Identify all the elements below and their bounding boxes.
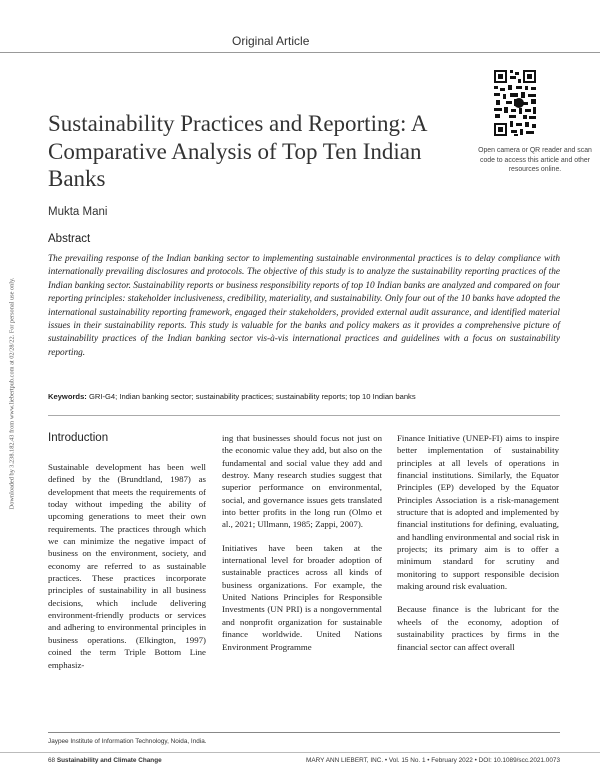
keywords-divider (48, 415, 560, 416)
page-footer-divider (0, 752, 600, 753)
body-paragraph: Finance Initiative (UNEP-FI) aims to inspire better implementation of sustainability principles at all levels of operations in financial institutions. Similarly, the Equator Principles (EP) developed by the Equator Principles Association is a risk-management structure that is adopted and implemented by financial institutions for defining, evaluating, and handling environmental and social risk in projects; its primary aim is to offer a minimum standard for scrutiny and monitoring to support responsible decision making around risk evaluation. (397, 433, 559, 592)
introduction-heading: Introduction (48, 432, 109, 444)
body-column-1 (48, 461, 206, 671)
keywords-line (48, 392, 568, 401)
page-number: 68 (48, 757, 56, 764)
article-title: Sustainability Practices and Reporting: A Comparative Analysis of Top Ten Indian Banks (48, 111, 427, 191)
header-divider (0, 52, 600, 53)
body-paragraph: Initiatives have been taken at the international level for broader adoption of sustainable practices across all kinds of business organizations. For example, the United Nations Principles for Responsible Investments (UN PRI) is a nongovernmental and nonprofit organization for sustainable finance worldwide. United Nations Environment Programme (222, 542, 382, 652)
qr-code-icon[interactable] (492, 68, 538, 138)
body-column-2 (222, 432, 382, 653)
citation-info: MARY ANN LIEBERT, INC. • Vol. 15 No. 1 • February 2022 • DOI: 10.1089/scc.2021.0073 (306, 757, 560, 764)
keywords-label: Keywords: (48, 392, 87, 401)
abstract-body: The prevailing response of the Indian banking sector to implementing sustainable environmental practices is to delay compliance with internationally prevailing disclosures and protocols. The objective of this study is to analyze the sustainability reporting practices of the Indian banking sector. Sustainability reports or business responsibility reports of top 10 Indian banks are analyzed and compared on four reporting principles: stakeholder inclusiveness, credibility, materiality, and sustainability. Only four out of the 10 banks have adopted the international sustainability reporting framework, engaged their stakeholders, provided external audit assurance, and identified material issues in their sustainability reports. This study is valuable for the banks and policy makers as it provides a comprehensive picture of sustainability practices of the Indian banking sector vis-à-vis international practices and guidelines with a focus on sustainability reporting. (48, 254, 560, 358)
body-paragraph: Sustainable development has been well defined by the (Brundtland, 1987) as development that meets the requirements of today without impeding the ability of upcoming generations to meet their own requirements. The practices through which we can minimize the negative impact of business on the environment, society, and economy are referred to as sustainable practices. These practices incorporate principles of sustainability in all business decisions, which include delivering environment-friendly products or services and adhering to environmental principles in business operations. (Elkington, 1997) coined the term Triple Bottom Line emphasiz- (48, 462, 206, 670)
body-paragraph: Because finance is the lubricant for the wheels of the economy, adoption of sustainability practices by firms in the financial sector can affect overall (397, 604, 559, 652)
article-type-label: Original Article (232, 34, 310, 48)
qr-caption: Open camera or QR reader and scan code to access this article and other resources online. (478, 147, 592, 173)
author-affiliation: Jaypee Institute of Information Technology, Noida, India. (48, 738, 207, 745)
body-column-3 (397, 432, 559, 653)
journal-name: Sustainability and Climate Change (56, 757, 162, 764)
author-name: Mukta Mani (48, 206, 108, 218)
page-footer-left (48, 757, 162, 764)
footer-divider (48, 732, 560, 733)
keywords-text: GRI-G4; Indian banking sector; sustainability practices; sustainability reports; top 10 Indian banks (88, 392, 416, 401)
body-paragraph: ing that businesses should focus not just on the economic value they add, but also on the fundamental and social value they add and destroy. Many research studies suggest that superior performance on environmental, social, and governance issues gets translated into better profits in the long run (Olmo et al., 2021; Ullmann, 1985; Zappi, 2007). (222, 433, 382, 530)
abstract-heading: Abstract (48, 233, 91, 245)
download-notice: Downloaded by 3.238.182.43 from www.liebertpub.com at 02/28/22. For personal use only. (8, 277, 16, 510)
